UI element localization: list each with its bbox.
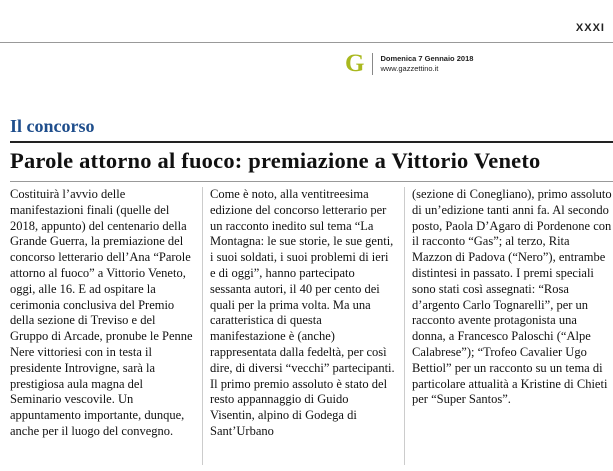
article-headline: Parole attorno al fuoco: premiazione a Vittorio Veneto — [10, 148, 541, 173]
article-column-2: Come è noto, alla ventitreesima edizione del concorso letterario per un racconto inedito sul tema “La Montagna: le sue storie, le sue genti, i suoi soldati, i suoi problemi di ieri e di oggi”, hanno partecipato sessanta autori, il 40 per cento dei quali per la prima volta. Ma una caratteristica di questa manifestazione è (anche) rappresentata dalla fedeltà, per così dire, di diversi “vecchi” partecipanti. Il primo premio assoluto è stato del resto appannaggio di Guido Visentin, alpino di Godega di Sant’Urbano — [210, 187, 395, 438]
article-column-1: Costituirà l’avvio delle manifestazioni finali (quelle del 2018, appunto) del centenario della Grande Guerra, la premiazione del concorso letterario dell’Ana “Parole attorno al fuoco” a Vittorio Veneto, oggi, alle 16. E ad ospitare la cerimonia conclusiva del Premio della sezione di Treviso e del Gruppo di Arcade, pronube le Penne Nere vittoriesi con in testa il presidente Introvigne, sarà la prestigiosa aula magna del Seminario vescovile. Un appuntamento importante, dunque, anche per il luogo del convegno. — [10, 187, 193, 438]
top-rule — [0, 42, 613, 43]
article-column-3: (sezione di Conegliano), primo assoluto di un’edizione tanti anni fa. Al secondo posto, Paola D’Agaro di Pordenone con il racconto “Gas”; al terzo, Rita Mazzon di Padova (“Nero”), entrambe distintesi in passato. I premi speciali sono stati così assegnati: “Rosa d’argento Carlo Tognarelli”, per un racconto avente protagonista una donna, a Francesco Paloschi (“Alpe Calabrese”); “Trofeo Cavalier Ugo Bettiol” per un racconto su un tema di particolare attualità a Kristine di Chieti per “Super Santos”. — [412, 187, 612, 407]
column-divider — [404, 187, 405, 465]
website-url: www.gazzettino.it — [380, 63, 439, 73]
masthead-text — [380, 54, 473, 74]
masthead-divider — [372, 53, 373, 75]
issue-date: Domenica 7 Gennaio 2018 — [380, 53, 474, 63]
section-label: Il concorso — [10, 116, 95, 136]
page-number: XXXI — [575, 22, 605, 34]
masthead — [345, 51, 473, 76]
section-rule — [10, 141, 613, 143]
column-divider — [202, 187, 203, 465]
gazzettino-logo: G — [345, 50, 365, 77]
headline-rule — [10, 181, 613, 182]
